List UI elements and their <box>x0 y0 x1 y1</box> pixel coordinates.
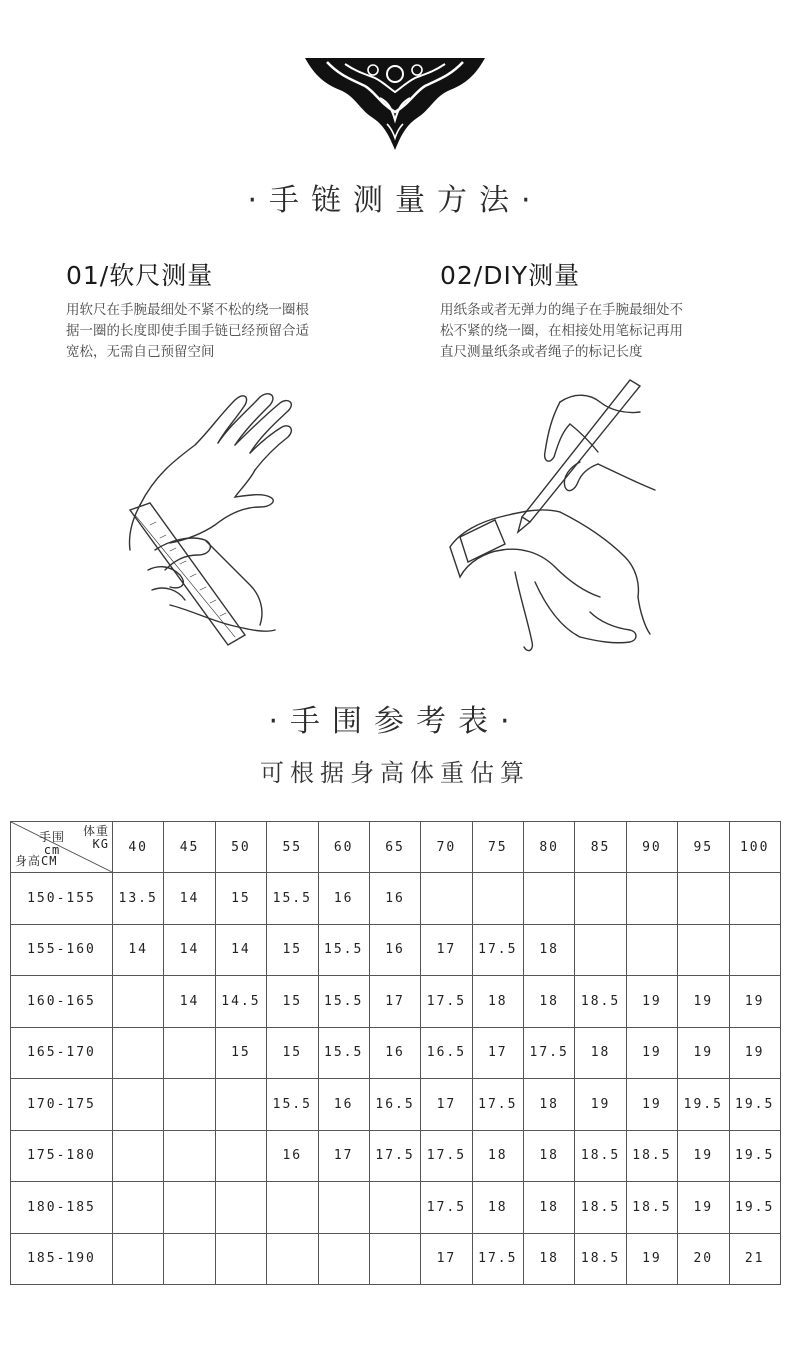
table-corner-cell <box>11 822 113 873</box>
wrist-size-cell: 15.5 <box>267 873 318 925</box>
wrist-size-cell: 18 <box>524 1130 575 1182</box>
wrist-size-cell: 18 <box>472 1182 523 1234</box>
wrist-size-cell: 19 <box>729 1027 780 1079</box>
wrist-size-cell: 17.5 <box>524 1027 575 1079</box>
wrist-size-cell <box>164 1182 215 1234</box>
wrist-size-cell: 19 <box>729 976 780 1028</box>
wrist-size-cell: 17.5 <box>472 1233 523 1285</box>
wrist-size-cell <box>524 873 575 925</box>
wrist-size-cell: 19 <box>678 1027 729 1079</box>
wrist-size-cell: 15 <box>267 924 318 976</box>
wrist-size-cell: 17 <box>472 1027 523 1079</box>
wrist-size-cell: 14 <box>113 924 164 976</box>
wrist-size-cell: 14.5 <box>215 976 266 1028</box>
wrist-size-table <box>10 821 781 1285</box>
wrist-size-cell: 18 <box>524 1233 575 1285</box>
wrist-size-cell: 15.5 <box>318 1027 369 1079</box>
wrist-size-cell <box>164 1233 215 1285</box>
wrist-size-cell <box>729 873 780 925</box>
corner-wrist-label: 手围 cm <box>39 830 66 857</box>
measurement-method-title: ·手链测量方法· <box>247 183 543 218</box>
weight-header-cell: 65 <box>369 822 420 873</box>
size-reference-title: ·手围参考表· <box>268 704 522 739</box>
wrist-size-cell <box>421 873 472 925</box>
wrist-size-cell: 16 <box>369 873 420 925</box>
height-range-cell: 150-155 <box>11 873 113 925</box>
wrist-size-cell: 18.5 <box>626 1130 677 1182</box>
wrist-size-cell <box>626 924 677 976</box>
wrist-size-cell <box>215 1130 266 1182</box>
wrist-size-cell <box>318 1233 369 1285</box>
wrist-size-cell <box>575 873 626 925</box>
wrist-size-cell <box>215 1182 266 1234</box>
wrist-size-cell: 16 <box>318 873 369 925</box>
wrist-size-cell: 17.5 <box>421 1182 472 1234</box>
method-heading: 02/DIY测量 <box>440 261 581 290</box>
wrist-size-cell <box>369 1233 420 1285</box>
wrist-size-cell <box>729 924 780 976</box>
wrist-size-cell: 16 <box>318 1079 369 1131</box>
wrist-size-cell: 14 <box>164 873 215 925</box>
wrist-size-cell: 18 <box>524 1079 575 1131</box>
height-range-cell: 155-160 <box>11 924 113 976</box>
size-reference-subtitle: 可根据身高体重估算 <box>260 759 530 787</box>
wrist-size-cell: 16.5 <box>369 1079 420 1131</box>
wrist-size-cell: 17.5 <box>472 924 523 976</box>
wrist-size-cell: 15 <box>267 976 318 1028</box>
method-heading: 01/软尺测量 <box>66 261 214 290</box>
wrist-size-cell <box>678 924 729 976</box>
method-diy <box>440 256 770 363</box>
wrist-size-cell: 19.5 <box>678 1079 729 1131</box>
weight-header-cell: 95 <box>678 822 729 873</box>
wrist-size-cell <box>318 1182 369 1234</box>
wrist-size-cell <box>215 1233 266 1285</box>
weight-header-cell: 40 <box>113 822 164 873</box>
height-range-cell: 170-175 <box>11 1079 113 1131</box>
weight-header-cell: 45 <box>164 822 215 873</box>
wrist-size-cell: 15 <box>267 1027 318 1079</box>
height-range-cell: 185-190 <box>11 1233 113 1285</box>
table-row <box>11 1079 781 1131</box>
wrist-size-cell <box>113 1130 164 1182</box>
wrist-size-cell: 18 <box>524 976 575 1028</box>
height-range-cell: 180-185 <box>11 1182 113 1234</box>
weight-header-cell: 50 <box>215 822 266 873</box>
wrist-size-cell: 18 <box>575 1027 626 1079</box>
wrist-size-cell <box>369 1182 420 1234</box>
wrist-size-cell <box>575 924 626 976</box>
wrist-size-cell <box>113 1233 164 1285</box>
wrist-size-cell <box>626 873 677 925</box>
wrist-size-cell: 20 <box>678 1233 729 1285</box>
weight-header-cell: 55 <box>267 822 318 873</box>
wrist-size-cell <box>267 1233 318 1285</box>
wrist-size-cell: 18.5 <box>575 1182 626 1234</box>
wrist-size-cell: 18.5 <box>626 1182 677 1234</box>
table-row <box>11 976 781 1028</box>
wrist-size-cell: 19.5 <box>729 1079 780 1131</box>
wrist-size-cell <box>113 1182 164 1234</box>
weight-header-cell: 90 <box>626 822 677 873</box>
wrist-size-cell: 18 <box>524 924 575 976</box>
wrist-size-cell: 19 <box>678 1182 729 1234</box>
wrist-size-cell: 13.5 <box>113 873 164 925</box>
table-row <box>11 1182 781 1234</box>
wrist-size-cell: 21 <box>729 1233 780 1285</box>
table-row <box>11 1027 781 1079</box>
wrist-size-cell: 16 <box>369 924 420 976</box>
decorative-ornament <box>305 58 485 150</box>
wrist-size-cell: 19 <box>626 976 677 1028</box>
wrist-size-cell: 18.5 <box>575 1130 626 1182</box>
weight-header-cell: 75 <box>472 822 523 873</box>
wrist-size-cell: 17 <box>369 976 420 1028</box>
weight-header-cell: 60 <box>318 822 369 873</box>
wrist-size-cell: 18.5 <box>575 976 626 1028</box>
method-soft-ruler <box>66 256 396 363</box>
wrist-size-cell <box>164 1130 215 1182</box>
corner-height-label: 身高CM <box>15 854 58 868</box>
wrist-size-cell <box>164 1079 215 1131</box>
wrist-size-cell: 17 <box>318 1130 369 1182</box>
wrist-size-cell: 18 <box>472 1130 523 1182</box>
wrist-size-cell <box>215 1079 266 1131</box>
wrist-size-cell: 19 <box>678 976 729 1028</box>
wrist-size-cell: 18 <box>472 976 523 1028</box>
wrist-size-cell: 15.5 <box>267 1079 318 1131</box>
wrist-size-cell: 14 <box>164 924 215 976</box>
wrist-size-cell: 17.5 <box>472 1079 523 1131</box>
wrist-size-cell: 17 <box>421 924 472 976</box>
wrist-size-cell <box>113 1079 164 1131</box>
wrist-size-cell: 19 <box>678 1130 729 1182</box>
table-row <box>11 873 781 925</box>
height-range-cell: 160-165 <box>11 976 113 1028</box>
soft-ruler-hand-illustration <box>110 375 340 665</box>
corner-weight-label: 体重 KG <box>82 824 109 851</box>
table-row <box>11 1130 781 1182</box>
wrist-size-cell: 19 <box>626 1079 677 1131</box>
method-description: 用纸条或者无弹力的绳子在手腕最细处不 松不紧的绕一圈，在相接处用笔标记再用 直尺测量纸条或者绳子的标记长度 <box>440 302 683 360</box>
wrist-size-cell: 15 <box>215 1027 266 1079</box>
wrist-size-cell <box>113 976 164 1028</box>
wrist-size-cell: 17 <box>421 1079 472 1131</box>
height-range-cell: 165-170 <box>11 1027 113 1079</box>
wrist-size-cell: 16 <box>369 1027 420 1079</box>
wrist-size-cell: 14 <box>164 976 215 1028</box>
method-description: 用软尺在手腕最细处不紧不松的绕一圈根 据一圈的长度即使手围手链已经预留合适 宽松，无需自己预留空间 <box>66 302 309 360</box>
wrist-size-cell <box>164 1027 215 1079</box>
weight-header-cell: 85 <box>575 822 626 873</box>
table-row <box>11 1233 781 1285</box>
wrist-size-cell <box>267 1182 318 1234</box>
diy-measure-hand-illustration <box>440 372 660 667</box>
wrist-size-cell: 17.5 <box>369 1130 420 1182</box>
wrist-size-cell: 19.5 <box>729 1182 780 1234</box>
wrist-size-cell: 14 <box>215 924 266 976</box>
wrist-size-cell: 16 <box>267 1130 318 1182</box>
wrist-size-cell: 17.5 <box>421 976 472 1028</box>
wrist-size-cell <box>113 1027 164 1079</box>
wrist-size-cell: 19 <box>575 1079 626 1131</box>
wrist-size-cell <box>472 873 523 925</box>
wrist-size-cell: 18.5 <box>575 1233 626 1285</box>
wrist-size-cell: 19 <box>626 1027 677 1079</box>
weight-header-cell: 80 <box>524 822 575 873</box>
weight-header-cell: 100 <box>729 822 780 873</box>
table-header-row <box>11 822 781 873</box>
wrist-size-cell <box>678 873 729 925</box>
height-range-cell: 175-180 <box>11 1130 113 1182</box>
wrist-size-cell: 17.5 <box>421 1130 472 1182</box>
wrist-size-cell: 19 <box>626 1233 677 1285</box>
wrist-size-cell: 15.5 <box>318 976 369 1028</box>
weight-header-cell: 70 <box>421 822 472 873</box>
wrist-size-cell: 17 <box>421 1233 472 1285</box>
wrist-size-cell: 16.5 <box>421 1027 472 1079</box>
wrist-size-cell: 19.5 <box>729 1130 780 1182</box>
wrist-size-cell: 15.5 <box>318 924 369 976</box>
wrist-size-cell: 18 <box>524 1182 575 1234</box>
table-row <box>11 924 781 976</box>
wrist-size-cell: 15 <box>215 873 266 925</box>
